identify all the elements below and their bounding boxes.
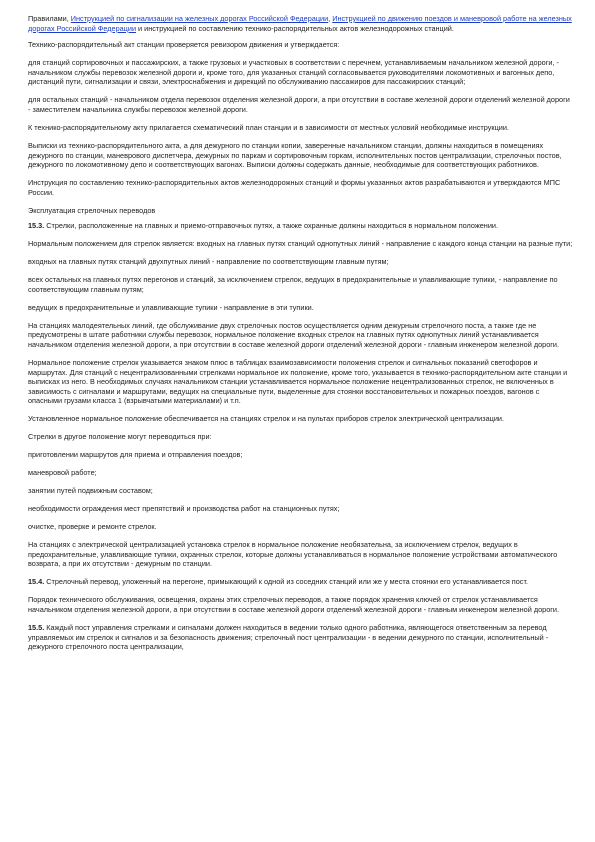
- intro-prefix: Правилами,: [28, 14, 71, 23]
- clause-paragraph: [28, 468, 573, 478]
- paragraph: Технико-распорядительный акт станции проверяется ревизором движения и утверждается:: [28, 40, 340, 50]
- clause-paragraph: [28, 275, 573, 294]
- clause-paragraph: [28, 257, 573, 267]
- intro-paragraph: [28, 14, 573, 33]
- clause-paragraph: [28, 221, 573, 231]
- clause-number: 15.5.: [28, 622, 45, 632]
- clause-paragraph: [28, 504, 573, 514]
- clause-paragraph: [28, 432, 573, 442]
- paragraph: Инструкция по составлению технико-распорядительных актов железнодорожных станций и формы указанных актов разрабатываются и утверждаются МПС России.: [28, 178, 561, 197]
- clause-text: маневровой работе;: [28, 468, 97, 478]
- clause-text: входных на главных путях станций двухпутных линий - направление по соответствующим главным путям;: [28, 257, 389, 267]
- clause-text: На станциях с электрической централизацией установка стрелок в нормальное положение необязательна, за исключением стрелок, ведущих в предохранительные, улавливающие тупики, охранных стрелок, которые должны устанавливаться в нормальное положение устройствами автоматического возврата, а при их отсутствии - дежурным по станции.: [28, 540, 558, 569]
- clause-text: необходимости ограждения мест препятствий и производства работ на станционных путях;: [28, 504, 340, 514]
- clause-text: приготовлении маршрутов для приема и отправления поездов;: [28, 450, 243, 460]
- clause-text: Установленное нормальное положение обеспечивается на станциях стрелок и на пультах приборов стрелок электрической централизации.: [28, 414, 504, 424]
- clause-text: Стрелки, расположенные на главных и приемо-отправочных путях, а также охранные должны находиться в нормальном положении.: [44, 221, 499, 231]
- clause-text: ведущих в предохранительные и улавливающие тупики - направление в эти тупики.: [28, 302, 314, 312]
- section-body: [28, 221, 573, 651]
- signal-instruction-link[interactable]: Инструкцией по сигнализации на железных дорогах Российской Федерации: [70, 14, 329, 23]
- clause-text: Стрелки в другое положение могут переводиться при:: [28, 432, 212, 442]
- clause-paragraph: [28, 239, 573, 249]
- clause-number: 15.3.: [28, 221, 45, 231]
- clause-paragraph: [28, 414, 573, 424]
- intro-suffix: и инструкцией по составлению технико-распорядительных актов железнодорожных станций.: [136, 23, 454, 33]
- train-movement-instruction-link[interactable]: Инструкцией по движению поездов и маневровой работе на железных дорогах Российской Федерации: [28, 14, 572, 33]
- clause-paragraph: [28, 623, 573, 652]
- clause-paragraph: [28, 522, 573, 532]
- section-heading: Эксплуатация стрелочных переводов: [28, 205, 156, 215]
- clause-text: занятии путей подвижным составом;: [28, 486, 153, 496]
- clause-text: Порядок технического обслуживания, освещения, охраны этих стрелочных переводов, а также порядок хранения ключей от стрелок устанавливается начальником отделения железной дороги, а при отсутствии в составе железной дороги отделений железной дороги - главным инженером железной дороги.: [28, 595, 560, 614]
- clause-paragraph: [28, 321, 573, 350]
- paragraph: для остальных станций - начальником отдела перевозок отделения железной дороги, а при отсутствии в составе железной дороги отделений железной дороги - заместителем начальника службы перевозок железной дороги.: [28, 95, 570, 114]
- paragraph: К технико-распорядительному акту прилагается схематический план станции и в зависимости от местных условий необходимые инструкции.: [28, 122, 509, 132]
- paragraphs: [28, 40, 573, 197]
- clause-text: очистке, проверке и ремонте стрелок.: [28, 522, 157, 532]
- clause-number: 15.4.: [28, 577, 45, 587]
- clause-text: Нормальное положение стрелок указывается знаком плюс в таблицах взаимозависимости положения стрелок и сигнальных показаний светофоров и маршрутах. Для станций с нецентрализованными стрелками нормальное их положение, кроме того, указывается в технико-распорядительном акте станции и выписках из него. В необходимых случаях начальником станции устанавливается нормальное положение нецентрализованных стрелок, не включенных в зависимость с сигналами и маршрутами, ведущих на специальные пути, выделенные для стоянки восстановительных и пожарных поездов, вагонов с опасными грузами класса 1 (взрывчатыми материалами) и т.п.: [28, 357, 568, 406]
- clause-paragraph: [28, 358, 573, 406]
- clause-text: всех остальных на главных путях перегонов и станций, за исключением стрелок, ведущих в предохранительные и улавливающие тупики, - направление по соответствующим главным путям;: [28, 275, 558, 294]
- clause-paragraph: [28, 486, 573, 496]
- paragraph: Выписки из технико-распорядительного акта, а для дежурного по станции копии, заверенные начальником станции, должны находиться в помещениях дежурного по станции, маневрового диспетчера, дежурных по паркам и сортировочным горкам, исполнительных постов централизации, стрелочных постов, дежурного по локомотивному депо и соответствующих вагонах. Выписки должны содержать данные, необходимые для соответствующих работников.: [28, 140, 562, 170]
- clause-paragraph: [28, 577, 573, 587]
- paragraph: для станций сортировочных и пассажирских, а также грузовых и участковых в соответствии с перечнем, устанавливаемым начальником железной дороги, - начальником службы перевозок железной дороги и, кроме того, для указанных станций согласовывается руководителями локомотивных и вагонных депо, дистанций пути, сигнализации и связи, электроснабжения и дирекций по обслуживанию пассажиров для пассажирских станций;: [28, 58, 559, 87]
- clause-paragraph: [28, 540, 573, 569]
- clause-text: Стрелочный перевод, уложенный на перегоне, примыкающий к одной из соседних станций или же у места стоянки его устанавливается пост.: [44, 577, 529, 587]
- clause-text: На станциях малодеятельных линий, где обслуживание двух стрелочных постов осуществляется одним дежурным стрелочного поста, а также где не предусмотрены в штате работники службы перевозок, нормальное положение входных стрелок на главных путях однопутных линий устанавливается начальником отделения железной дороги, а при отсутствии в составе железной дороги отделений железной дороги - главным инженером железной дороги.: [28, 320, 560, 349]
- clause-text: Каждый пост управления стрелками и сигналами должен находиться в ведении только одного работника, являющегося ответственным за перевод управляемых им стрелок и сигналов и за безопасность движения; стрелочный пост централизации - в ведении дежурного по станции, исполнительный - дежурного стрелочного поста централизации,: [28, 622, 549, 652]
- clause-paragraph: [28, 450, 573, 460]
- clause-paragraph: [28, 595, 573, 614]
- intro-mid: ,: [328, 14, 333, 23]
- clause-text: Нормальным положением для стрелок является: входных на главных путях станций однопутных линий - направление с каждого конца станции на разные пути;: [28, 239, 573, 249]
- clause-paragraph: [28, 303, 573, 313]
